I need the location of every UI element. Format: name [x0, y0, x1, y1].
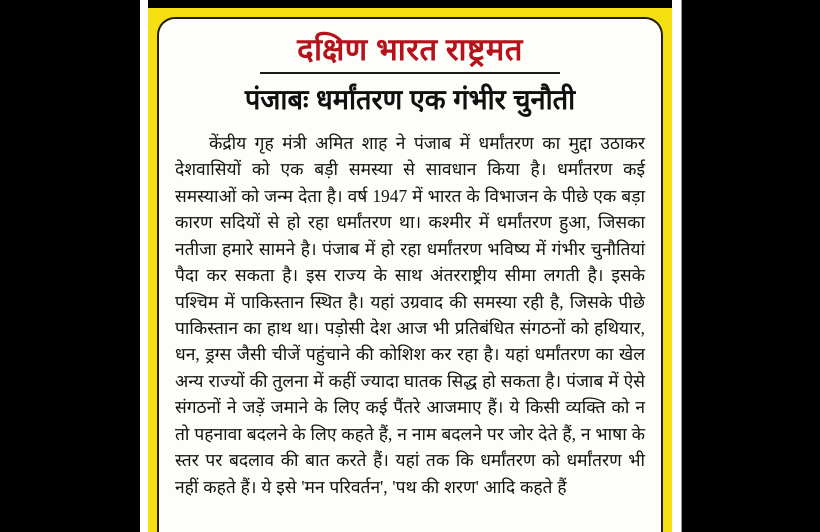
yellow-border-frame [148, 8, 672, 532]
masthead-divider-rule [260, 72, 560, 74]
article-body-text: केंद्रीय गृह मंत्री अमित शाह ने पंजाब में धर्मांतरण का मुद्दा उठाकर देशवासियों को एक बड़ी समस्या से सावधान किया है। धर्मांतरण कई समस्याओं को जन्म देता है। वर्ष 1947 में भारत के विभाजन के पीछे एक बड़ा कारण सदियों से हो रहा धर्मांतरण था। कश्मीर में धर्मांतरण हुआ, जिसका नतीजा हमारे सामने है। पंजाब में हो रहा धर्मांतरण भविष्य में गंभीर चुनौतियां पैदा कर सकता है। इस राज्य के साथ अंतरराष्ट्रीय सीमा लगती है। इसके पश्चिम में पाकिस्तान स्थित है। यहां उग्रवाद की समस्या रही है, जिसके पीछे पाकिस्तान का हाथ था। पड़ोसी देश आज भी प्रतिबंधित संगठनों को हथियार, धन, ड्रग्स जैसी चीजें पहुंचाने की कोशिश कर रहा है। यहां धर्मांतरण का खेल अन्य राज्यों की तुलना में कहीं ज्यादा घातक सिद्ध हो सकता है। पंजाब में ऐसे संगठनों ने जड़ें जमाने के लिए कई पैंतरे आजमाए हैं। ये किसी व्यक्ति को न तो पहनावा बदलने के लिए कहते हैं, न नाम बदलने पर जोर देते हैं, न भाषा के स्तर पर बदलाव की बात करते हैं। यहां तक कि धर्मांतरण को धर्मांतरण भी नहीं कहते हैं। ये इसे 'मन परिवर्तन', 'पथ की शरण' आदि कहते हैं [175, 132, 645, 497]
left-white-gutter [140, 0, 148, 532]
article-headline: पंजाबः धर्मांतरण एक गंभीर चुनौती [244, 84, 576, 116]
publication-masthead: दक्षिण भारत राष्ट्रमत [297, 32, 523, 67]
article-card [157, 17, 663, 532]
right-hairline-divider [681, 0, 682, 532]
